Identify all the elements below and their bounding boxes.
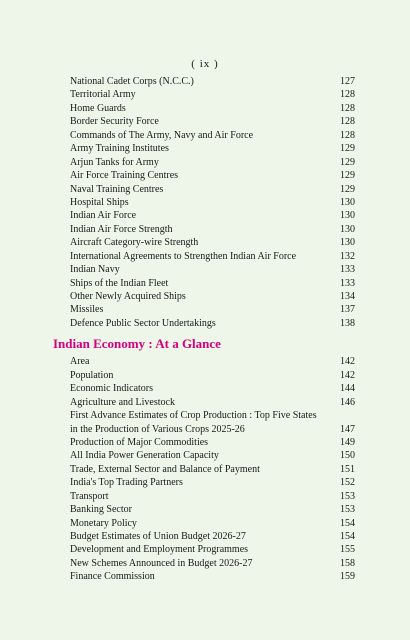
toc-entry-title: Indian Air Force	[70, 210, 137, 222]
toc-entry-title: Commands of The Army, Navy and Air Force	[70, 129, 254, 141]
toc-entry-title: Air Force Training Centres	[70, 170, 179, 182]
toc-entry	[0, 169, 410, 182]
toc-entry-page: 129	[340, 183, 355, 195]
toc-entry-title: Economic Indicators	[70, 383, 154, 395]
toc-entry	[0, 530, 410, 543]
toc-entry-page: 151	[340, 463, 355, 475]
toc-entry-page: 133	[340, 277, 355, 289]
toc-entry-title: First Advance Estimates of Crop Production : Top Five States	[70, 410, 317, 422]
toc-entry-title: Budget Estimates of Union Budget 2026-27	[70, 531, 246, 542]
toc-entry-page: 129	[340, 170, 355, 182]
toc-entry	[0, 355, 410, 368]
toc-entry	[0, 423, 410, 436]
table-of-contents	[0, 75, 410, 584]
toc-entry	[0, 115, 410, 128]
toc-entry-page: 138	[340, 317, 355, 329]
toc-entry-title: Population	[70, 369, 114, 381]
toc-entry	[0, 476, 410, 489]
toc-entry-page: 130	[340, 210, 355, 222]
toc-entry	[0, 183, 410, 196]
toc-entry-page: 128	[340, 89, 355, 101]
toc-entry-title: Border Security Force	[70, 116, 159, 128]
toc-entry-title: Indian Air Force Strength	[70, 223, 173, 235]
toc-entry-title: New Schemes Announced in Budget 2026-27	[70, 557, 253, 569]
toc-entry	[0, 303, 410, 316]
toc-entry-page: 128	[340, 116, 355, 128]
toc-entry-title: India's Top Trading Partners	[70, 477, 183, 489]
toc-entry-title: Area	[70, 356, 90, 368]
toc-entry	[0, 250, 410, 263]
toc-entry	[0, 463, 410, 476]
toc-entry-page: 158	[340, 557, 355, 569]
toc-entry-page: 146	[340, 396, 355, 408]
toc-entry-title: Hospital Ships	[70, 196, 129, 208]
toc-entry-page: 137	[340, 304, 355, 316]
toc-entry	[0, 75, 410, 88]
toc-entry	[0, 142, 410, 155]
toc-entry	[0, 209, 410, 222]
toc-entry	[0, 382, 410, 395]
section-heading: Indian Economy : At a Glance	[53, 336, 221, 352]
toc-entry-page: 142	[340, 369, 355, 381]
toc-entry	[0, 223, 410, 236]
toc-entry-page: 155	[340, 544, 355, 556]
toc-entry	[0, 129, 410, 142]
toc-entry-page: 128	[340, 102, 355, 114]
toc-entry	[0, 277, 410, 290]
toc-entry-page: 129	[340, 156, 355, 168]
toc-entry	[0, 156, 410, 169]
toc-entry-title: Other Newly Acquired Ships	[70, 291, 186, 302]
toc-entry-page: 159	[340, 571, 355, 583]
toc-entry	[0, 436, 410, 449]
page-number: ( ix )	[191, 58, 219, 70]
toc-entry-page: 129	[340, 143, 355, 155]
toc-entry-page: 150	[340, 450, 355, 462]
toc-entry-title: Arjun Tanks for Army	[70, 156, 159, 168]
toc-entry-page: 154	[340, 531, 355, 542]
toc-entry	[0, 263, 410, 276]
toc-entry	[0, 570, 410, 583]
toc-entry-page: 127	[340, 76, 355, 87]
toc-entry-title: Finance Commission	[70, 571, 155, 583]
toc-entry	[0, 196, 410, 209]
toc-entry-page: 133	[340, 264, 355, 276]
toc-entry-page: 154	[340, 517, 355, 529]
toc-entry-title: National Cadet Corps (N.C.C.)	[70, 76, 194, 87]
toc-entry-page: 147	[340, 423, 355, 435]
toc-entry-page: 132	[340, 250, 355, 262]
toc-entry-title: Ships of the Indian Fleet	[70, 277, 169, 289]
toc-entry-page: 128	[340, 129, 355, 141]
toc-entry-page: 153	[340, 490, 355, 502]
toc-entry	[0, 449, 410, 462]
toc-entry-title: Agriculture and Livestock	[70, 396, 175, 408]
toc-entry	[0, 409, 410, 422]
toc-entry	[0, 317, 410, 330]
toc-entry-title: Monetary Policy	[70, 517, 137, 529]
toc-entry-page: 144	[340, 383, 355, 395]
toc-entry	[0, 290, 410, 303]
toc-entry-page: 149	[340, 436, 355, 448]
toc-entry	[0, 557, 410, 570]
toc-entry-title: Banking Sector	[70, 504, 132, 516]
toc-entry-page: 153	[340, 504, 355, 516]
toc-entry	[0, 517, 410, 530]
toc-entry-title: Territorial Army	[70, 89, 136, 101]
toc-entry-title: Production of Major Commodities	[70, 436, 209, 448]
toc-entry-title: Defence Public Sector Undertakings	[70, 317, 216, 329]
toc-entry-title: All India Power Generation Capacity	[70, 450, 219, 462]
toc-entry	[0, 503, 410, 516]
toc-entry-title: Army Training Institutes	[70, 143, 169, 155]
toc-entry-page: 130	[340, 237, 355, 249]
toc-entry-title: Development and Employment Programmes	[70, 544, 249, 556]
toc-entry-title: International Agreements to Strengthen Indian Air Force	[70, 250, 297, 262]
toc-entry-title: Aircraft Category-wire Strength	[70, 237, 199, 249]
toc-entry	[0, 490, 410, 503]
toc-entry	[0, 102, 410, 115]
toc-entry	[0, 88, 410, 101]
toc-entry-title: Naval Training Centres	[70, 183, 164, 195]
toc-entry	[0, 543, 410, 556]
toc-entry-title: Trade, External Sector and Balance of Payment	[70, 463, 260, 475]
toc-entry-page: 134	[340, 291, 355, 302]
toc-entry-page: 142	[340, 356, 355, 368]
toc-entry-page: 130	[340, 196, 355, 208]
toc-entry	[0, 396, 410, 409]
toc-entry-title: in the Production of Various Crops 2025-26	[70, 423, 245, 435]
toc-entry-title: Home Guards	[70, 102, 126, 114]
toc-entry-page: 152	[340, 477, 355, 489]
toc-entry-page: 130	[340, 223, 355, 235]
toc-entry-title: Indian Navy	[70, 264, 120, 276]
toc-entry	[0, 236, 410, 249]
toc-entry-title: Missiles	[70, 304, 104, 316]
toc-entry-title: Transport	[70, 490, 109, 502]
toc-entry	[0, 369, 410, 382]
